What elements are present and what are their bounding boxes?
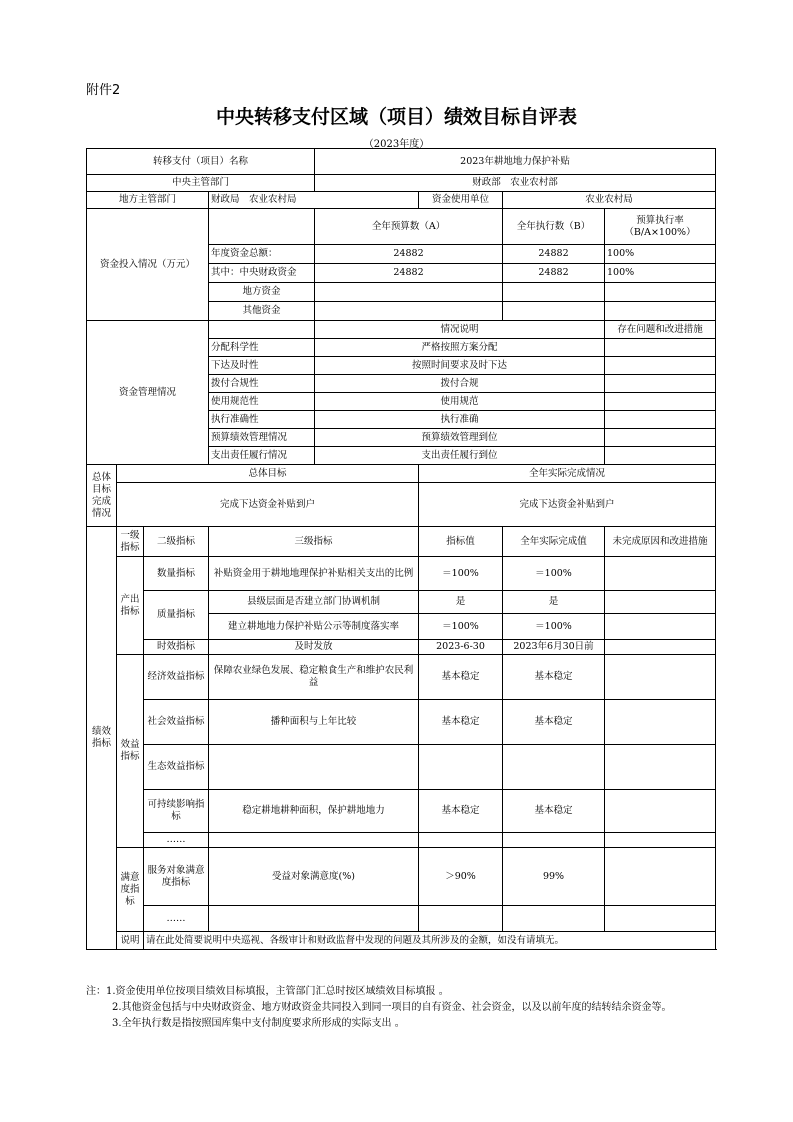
indicator-reason: [605, 790, 716, 833]
economic-indicator-label: 经济效益指标: [144, 655, 209, 700]
level2-header: 二级指标: [144, 527, 209, 557]
indicator-reason: [605, 614, 716, 640]
indicator-name: 受益对象满意度(%): [209, 848, 419, 906]
funds-header-row: [87, 209, 716, 245]
note-1: 注：1.资金使用单位按项目绩效目标填报，主管部门汇总时按区域绩效目标填报 。: [86, 986, 449, 997]
note-3: 3.全年执行数是指按照国库集中支付制度要求所形成的实际支出 。: [112, 1018, 405, 1029]
social-indicator-label: 社会效益指标: [144, 700, 209, 745]
indicator-value: ＞90%: [419, 848, 503, 906]
desc-header: 情况说明: [315, 321, 605, 339]
executed-header: 全年执行数（B）: [503, 209, 605, 245]
indicator-name: 播种面积与上年比较: [209, 700, 419, 745]
funds-row-executed: [503, 283, 605, 302]
funds-row-executed: [503, 302, 605, 321]
fund-user-label: 资金使用单位: [419, 192, 503, 209]
indicator-reason: [605, 906, 716, 932]
indicator-actual: [503, 745, 605, 790]
project-row: [87, 149, 716, 175]
overall-goal-header: 总体目标: [117, 465, 419, 483]
service-satisfaction-label: 服务对象满意度指标: [144, 848, 209, 906]
indicator-row: [87, 655, 716, 700]
management-row-label: 使用规范性: [209, 393, 315, 411]
management-row-desc: 执行准确: [315, 411, 605, 429]
level3-header: 三级指标: [209, 527, 419, 557]
indicator-actual: 基本稳定: [503, 790, 605, 833]
indicator-row: [87, 640, 716, 655]
management-row-issues: [605, 393, 716, 411]
funds-row-rate: [605, 302, 716, 321]
self-evaluation-table: [86, 148, 716, 950]
notes: [86, 984, 716, 1032]
management-row-label: 拨付合规性: [209, 375, 315, 393]
indicator-actual: 基本稳定: [503, 700, 605, 745]
satisfaction-more-label: ……: [144, 906, 209, 932]
funds-row-executed: 24882: [503, 264, 605, 283]
value-header: 指标值: [419, 527, 503, 557]
indicator-value: 基本稳定: [419, 700, 503, 745]
funds-section-label: 资金投入情况（万元）: [87, 209, 209, 321]
central-dept-value: 财政部 农业农村部: [315, 175, 716, 192]
indicator-name: 及时发放: [209, 640, 419, 655]
indicator-value: [419, 906, 503, 932]
indicator-actual: [503, 906, 605, 932]
central-dept-label: 中央主管部门: [87, 175, 315, 192]
page-title: 中央转移支付区域（项目）绩效目标自评表: [215, 106, 577, 128]
management-row-issues: [605, 375, 716, 393]
indicator-value: 基本稳定: [419, 790, 503, 833]
overall-actual-header: 全年实际完成情况: [419, 465, 716, 483]
management-row-desc: 拨付合规: [315, 375, 605, 393]
satisfaction-indicator-label: 满意度指标: [117, 848, 144, 932]
management-row-issues: [605, 429, 716, 447]
indicator-reason: [605, 700, 716, 745]
indicator-name: [209, 906, 419, 932]
budget-header: 全年预算数（A）: [315, 209, 503, 245]
remark-row: [87, 932, 716, 950]
management-header-row: [87, 321, 716, 339]
funds-row-label: 地方资金: [209, 283, 315, 302]
attachment-label: 附件2: [86, 83, 121, 98]
local-dept-row: [87, 192, 716, 209]
indicator-row: [87, 833, 716, 848]
indicator-actual: [503, 833, 605, 848]
benefit-more-label: ……: [144, 833, 209, 848]
indicator-reason: [605, 848, 716, 906]
overall-goal: 完成下达资金补贴到户: [117, 483, 419, 527]
management-row-label: 分配科学性: [209, 339, 315, 357]
overall-header-row: [87, 465, 716, 483]
funds-row-rate: 100%: [605, 245, 716, 264]
management-empty-header: [209, 321, 315, 339]
indicator-name: [209, 745, 419, 790]
management-row-desc: 预算绩效管理到位: [315, 429, 605, 447]
remark-label: 说明: [117, 932, 144, 950]
note-2: 2.其他资金包括与中央财政资金、地方财政资金共同投入到同一项目的自有资金、社会资金，以及以前年度的结转结余资金等。: [112, 1002, 672, 1013]
sustainable-indicator-label: 可持续影响指标: [144, 790, 209, 833]
indicator-value: ＝100%: [419, 557, 503, 591]
project-value: 2023年耕地地力保护补贴: [315, 149, 716, 175]
year-label: （2023年度）: [363, 139, 430, 150]
indicator-reason: [605, 833, 716, 848]
funds-empty-header: [209, 209, 315, 245]
level1-header: 一级指标: [117, 527, 144, 557]
indicator-value: [419, 833, 503, 848]
ecological-indicator-label: 生态效益指标: [144, 745, 209, 790]
benefit-indicator-label: 效益指标: [117, 655, 144, 848]
funds-row-label: 其他资金: [209, 302, 315, 321]
funds-row-rate: 100%: [605, 264, 716, 283]
local-dept-value: 财政局 农业农村局: [209, 192, 419, 209]
indicator-row: [87, 848, 716, 906]
management-row-issues: [605, 339, 716, 357]
indicator-name: 稳定耕地耕种面积，保护耕地地力: [209, 790, 419, 833]
funds-row-label: 年度资金总额：: [209, 245, 315, 264]
issues-header: 存在问题和改进措施: [605, 321, 716, 339]
funds-row-budget: 24882: [315, 264, 503, 283]
management-row-label: 支出责任履行情况: [209, 447, 315, 465]
indicator-actual: 99%: [503, 848, 605, 906]
rate-header: 预算执行率（B/A×100%）: [605, 209, 716, 245]
management-row-label: 执行准确性: [209, 411, 315, 429]
project-label: 转移支付（项目）名称: [87, 149, 315, 175]
indicators-section-label: 绩效指标: [87, 527, 117, 950]
indicator-actual: 是: [503, 591, 605, 614]
indicator-row: [87, 745, 716, 790]
overall-content-row: [87, 483, 716, 527]
management-row-issues: [605, 411, 716, 429]
indicator-row: [87, 700, 716, 745]
indicator-reason: [605, 745, 716, 790]
indicator-row: [87, 591, 716, 614]
indicator-reason: [605, 655, 716, 700]
indicator-name: [209, 833, 419, 848]
central-dept-row: [87, 175, 716, 192]
funds-row-budget: [315, 283, 503, 302]
overall-section-label: 总体目标完成情况: [87, 465, 117, 527]
management-row-desc: 支出责任履行到位: [315, 447, 605, 465]
funds-row-label: 其中：中央财政资金: [209, 264, 315, 283]
indicator-actual: 2023年6月30日前: [503, 640, 605, 655]
funds-row-budget: [315, 302, 503, 321]
management-row-desc: 按照时间要求及时下达: [315, 357, 605, 375]
quality-indicator-label: 质量指标: [144, 591, 209, 640]
reason-header: 未完成原因和改进措施: [605, 527, 716, 557]
local-dept-label: 地方主管部门: [87, 192, 209, 209]
management-section-label: 资金管理情况: [87, 321, 209, 465]
output-indicator-label: 产出指标: [117, 557, 144, 655]
indicator-actual: 基本稳定: [503, 655, 605, 700]
management-row-label: 预算绩效管理情况: [209, 429, 315, 447]
management-row-issues: [605, 447, 716, 465]
indicator-reason: [605, 557, 716, 591]
indicator-name: 县级层面是否建立部门协调机制: [209, 591, 419, 614]
indicator-name: 建立耕地地力保护补贴公示等制度落实率: [209, 614, 419, 640]
indicator-name: 保障农业绿色发展、稳定粮食生产和维护农民利益: [209, 655, 419, 700]
funds-row-rate: [605, 283, 716, 302]
indicator-row: [87, 906, 716, 932]
fund-user-value: 农业农村局: [503, 192, 716, 209]
indicator-actual: ＝100%: [503, 614, 605, 640]
indicator-header-row: [87, 527, 716, 557]
management-row-label: 下达及时性: [209, 357, 315, 375]
remark-text: 请在此处简要说明中央巡视、各级审计和财政监督中发现的问题及其所涉及的金额，如没有请填无。: [144, 932, 716, 950]
indicator-value: 是: [419, 591, 503, 614]
management-row-desc: 严格按照方案分配: [315, 339, 605, 357]
quantity-indicator-label: 数量指标: [144, 557, 209, 591]
indicator-actual: ＝100%: [503, 557, 605, 591]
indicator-value: ＝100%: [419, 614, 503, 640]
overall-actual: 完成下达资金补贴到户: [419, 483, 716, 527]
funds-row-executed: 24882: [503, 245, 605, 264]
funds-row-budget: 24882: [315, 245, 503, 264]
timeliness-indicator-label: 时效指标: [144, 640, 209, 655]
management-row-issues: [605, 357, 716, 375]
indicator-value: 基本稳定: [419, 655, 503, 700]
indicator-value: [419, 745, 503, 790]
indicator-name: 补贴资金用于耕地地理保护补贴相关支出的比例: [209, 557, 419, 591]
indicator-value: 2023-6-30: [419, 640, 503, 655]
actual-header: 全年实际完成值: [503, 527, 605, 557]
indicator-reason: [605, 591, 716, 614]
indicator-row: [87, 790, 716, 833]
indicator-row: [87, 557, 716, 591]
indicator-reason: [605, 640, 716, 655]
management-row-desc: 使用规范: [315, 393, 605, 411]
